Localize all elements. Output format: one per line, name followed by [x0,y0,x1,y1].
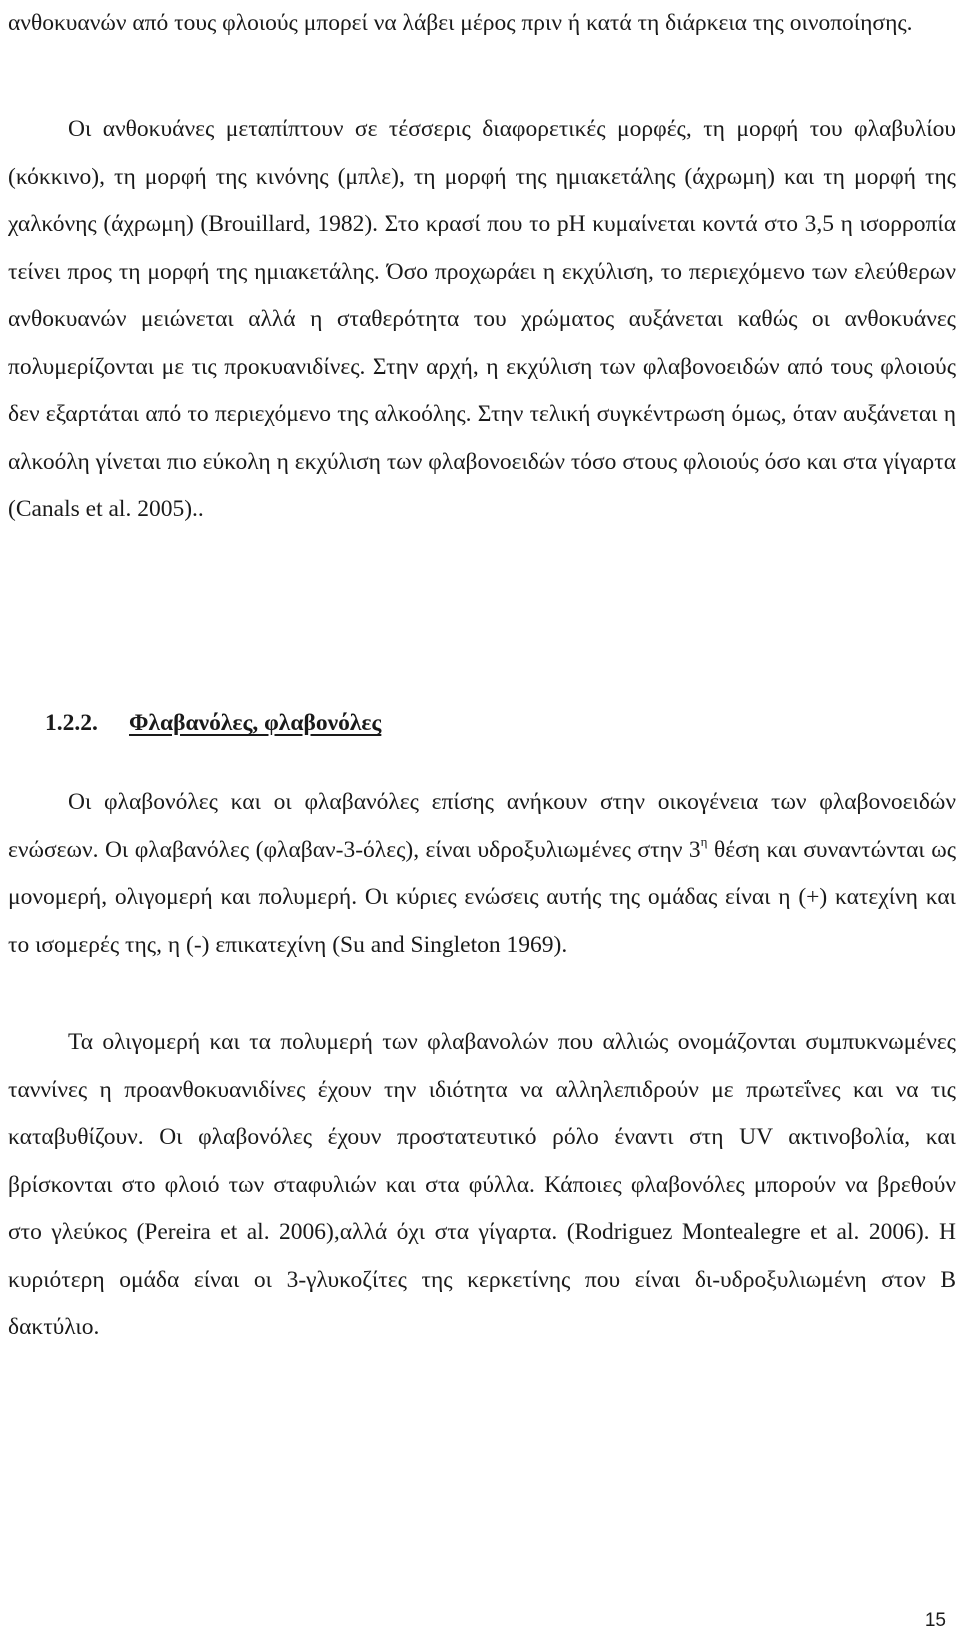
paragraph-text-part: Οι φλαβονόλες και οι φλαβανόλες επίσης ανήκουν στην οικογένεια των φλαβονοειδών ενώσεων. Οι φλαβανόλες (φλαβαν-3-όλες), είναι υδροξυλιωμένες στην 3 [8,789,956,863]
superscript: η [700,833,708,849]
paragraph-text: Τα ολιγομερή και τα πολυμερή των φλαβανολών που αλλιώς ονομάζονται συμπυκνωμένες ταννίνες η προανθοκυανιδίνες έχουν την ιδιότητα να αλληλεπιδρούν με πρωτεΐνες και να τις καταβυθίζουν. Οι φλαβονόλες έχουν προστατευτικό ρόλο έναντι στη UV ακτινοβολία, και βρίσκονται στο φλοιό των σταφυλιών και στα φύλλα. Κάποιες φλαβονόλες μπορούν να βρεθούν στο γλεύκος (Pereira et al. 2006),αλλά όχι στα γίγαρτα. (Rodriguez Montealegre et al. 2006). Η κυριότερη ομάδα είναι οι 3-γλυκοζίτες της κερκετίνης που είναι δι-υδροξυλιωμένη στον Β δακτύλιο. [8,1029,956,1340]
paragraph-text: Οι ανθοκυάνες μεταπίπτουν σε τέσσερις διαφορετικές μορφές, τη μορφή του φλαβυλίου (κόκκινο), τη μορφή της κινόνης (μπλε), τη μορφή της ημιακετάλης (άχρωμη) και τη μορφή της χαλκόνης (άχρωμη) (Brouillard, 1982). Στο κρασί που το pH κυμαίνεται κοντά στο 3,5 η ισορροπία τείνει προς τη μορφή της ημιακετάλης. Όσο προχωράει η εκχύλιση, το περιεχόμενο των ελεύθερων ανθοκυανών μειώνεται αλλά η σταθερότητα του χρώματος αυξάνεται καθώς οι ανθοκυάνες πολυμερίζονται με τις προκυανιδίνες. Στην αρχή, η εκχύλιση των φλαβονοειδών από τους φλοιούς δεν εξαρτάται από το περιεχόμενο της αλκοόλης. Στην τελική συγκέντρωση όμως, όταν αυξάνεται η αλκοόλη γίνεται πιο εύκολη η εκχύλιση των φλαβονοειδών τόσο στους φλοιούς όσο και στα γίγαρτα (Canals et al. 2005).. [8,116,956,522]
section-number: 1.2.2. [45,710,98,736]
paragraph-text-part: θέση και συναντώνται ως μονομερή, ολιγομερή και πολυμερή. Οι κύριες ενώσεις αυτής της ομάδας είναι η (+) κατεχίνη και το ισομερές της, η (-) επικατεχίνη (Su and Singleton 1969). [8,836,956,958]
paragraph-flavanols-intro [8,779,956,969]
page-number: 15 [924,1610,946,1631]
paragraph-text [8,779,956,969]
paragraph-anthocyanin-forms [8,106,956,534]
section-heading [45,700,381,748]
paragraph-text: ανθοκυανών από τους φλοιούς μπορεί να λάβει μέρος πριν ή κατά τη διάρκεια της οινοποίησης. [8,10,913,36]
paragraph-tannins-flavonols [8,1019,956,1352]
paragraph-anthocyanin-extraction-end [8,0,956,48]
section-title: Φλαβανόλες, φλαβονόλες [129,710,382,736]
